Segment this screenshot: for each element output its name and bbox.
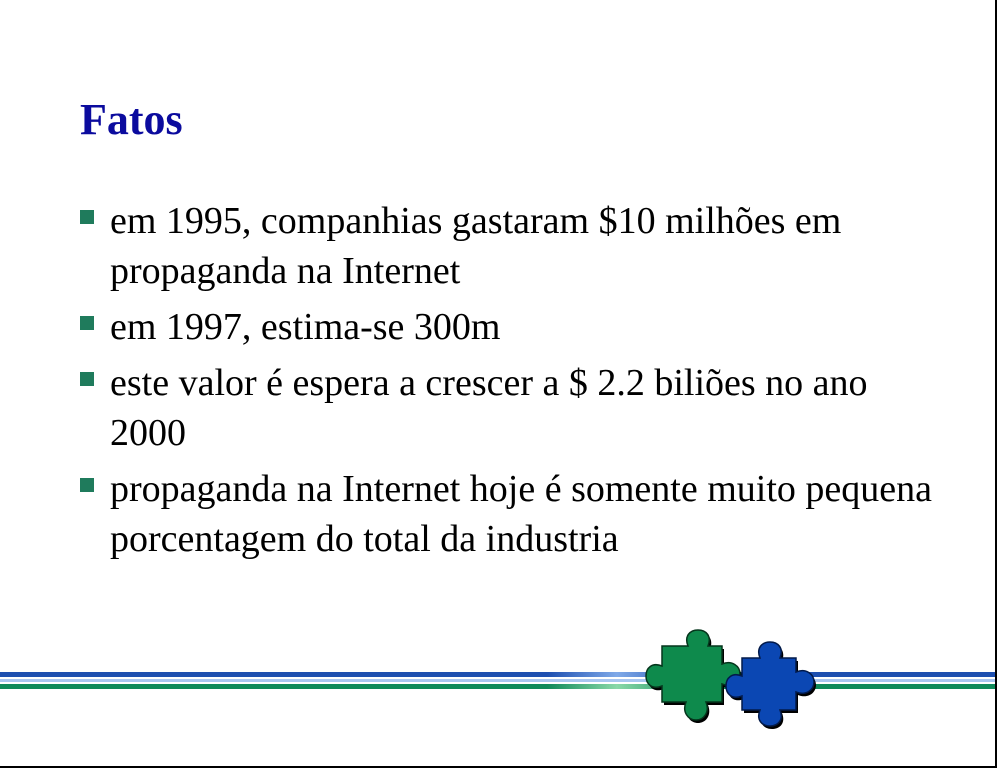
bullet-list (78, 196, 938, 570)
square-bullet-icon (80, 210, 94, 224)
green-stripe (0, 684, 995, 689)
decorative-stripes (0, 670, 995, 692)
bullet-item (78, 196, 938, 296)
bullet-text: este valor é espera a crescer a $ 2.2 biliões no ano 2000 (110, 362, 868, 454)
slide-title: Fatos (80, 95, 183, 144)
square-bullet-icon (80, 316, 94, 330)
bullet-text: em 1995, companhias gastaram $10 milhões em propaganda na Internet (110, 200, 842, 292)
light-stripe (0, 679, 995, 682)
blue-stripe (0, 672, 995, 677)
bullet-text: em 1997, estima-se 300m (110, 306, 501, 348)
square-bullet-icon (80, 478, 94, 492)
puzzle-pieces-icon (640, 618, 830, 736)
bullet-item (78, 302, 938, 352)
bullet-item (78, 358, 938, 458)
bullet-text: propaganda na Internet hoje é somente muito pequena porcentagem do total da industria (110, 468, 932, 560)
square-bullet-icon (80, 372, 94, 386)
bullet-item (78, 464, 938, 564)
